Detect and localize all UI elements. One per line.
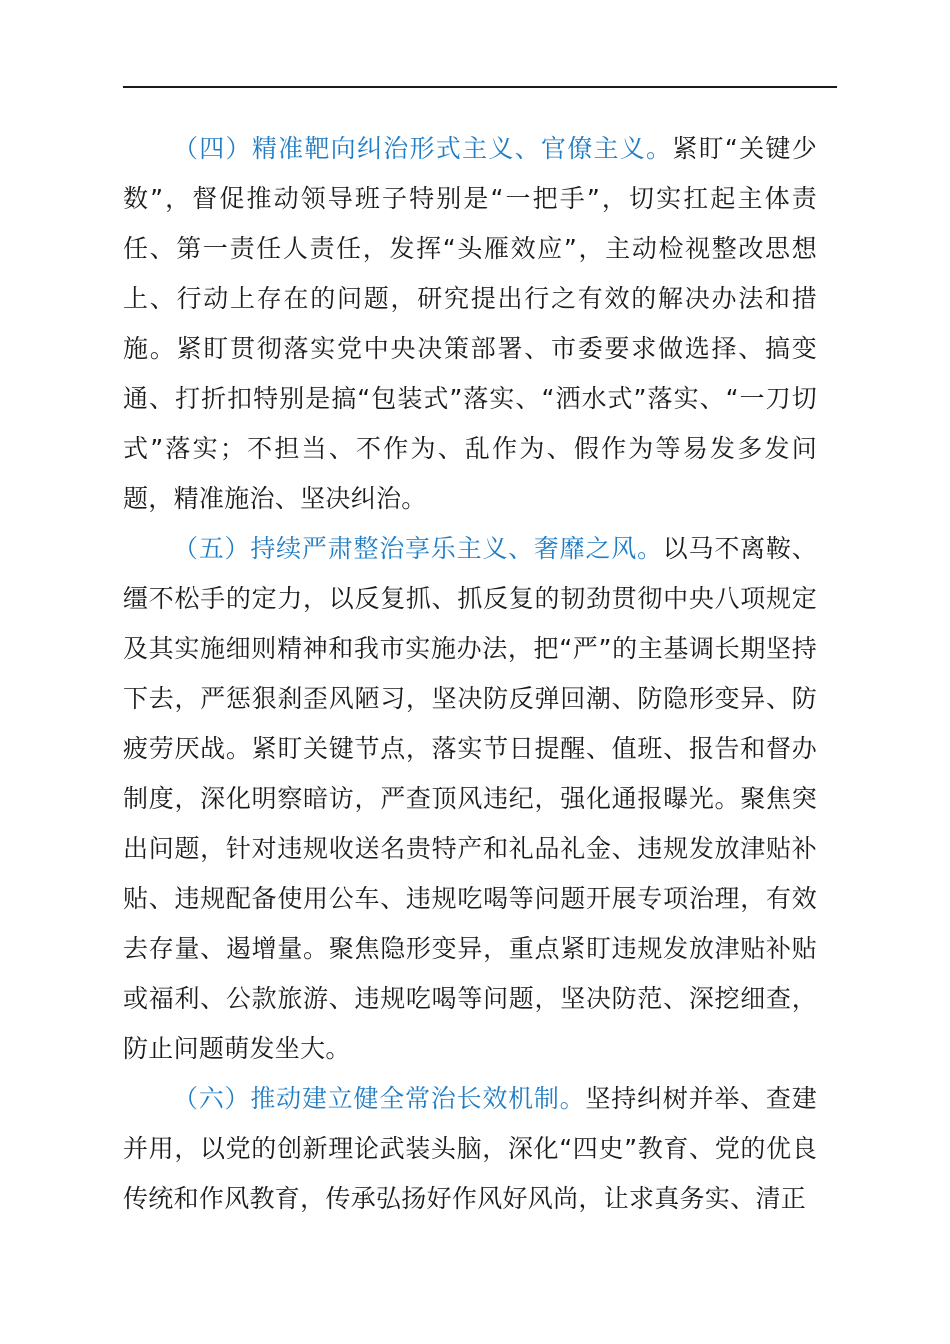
section-five-text: 以马不离鞍、缰不松手的定力，以反复抓、抓反复的韧劲贯彻中央八项规定及其实施细则精神和我市实施办法，把“严”的主基调长期坚持下去，严惩狠刹歪风陋习，坚决防反弹回潮、防隐形变异、防疲劳厌战。紧盯关键节点，落实节日提醒、值班、报告和督办制度，深化明察暗访，严查顶风违纪，强化通报曝光。聚焦突出问题，针对违规收送名贵特产和礼品礼金、违规发放津贴补贴、违规配备使用公车、违规吃喝等问题开展专项治理，有效去存量、遏增量。聚焦隐形变异，重点紧盯违规发放津贴补贴或福利、公款旅游、违规吃喝等问题，坚决防范、深挖细查，防止问题萌发坐大。 xyxy=(123,534,817,1063)
section-six-paragraph xyxy=(123,1074,817,1224)
section-six-text: 坚持纠树并举、查建并用，以党的创新理论武装头脑，深化“四史”教育、党的优良传统和作风教育，传承弘扬好作风好风尚，让求真务实、清正 xyxy=(123,1084,817,1213)
section-four-heading: （四）精准靶向纠治形式主义、官僚主义。 xyxy=(173,134,673,163)
section-six-heading: （六）推动建立健全常治长效机制。 xyxy=(173,1084,586,1113)
section-four-paragraph xyxy=(123,124,817,524)
header-rule xyxy=(123,86,837,88)
document-body xyxy=(123,124,817,1224)
section-four-text: 紧盯“关键少数”，督促推动领导班子特别是“一把手”，切实扛起主体责任、第一责任人责任，发挥“头雁效应”，主动检视整改思想上、行动上存在的问题，研究提出行之有效的解决办法和措施。紧盯贯彻落实党中央决策部署、市委要求做选择、搞变通、打折扣特别是搞“包装式”落实、“洒水式”落实、“一刀切式”落实；不担当、不作为、乱作为、假作为等易发多发问题，精准施治、坚决纠治。 xyxy=(123,134,817,513)
section-five-paragraph xyxy=(123,524,817,1074)
section-five-heading: （五）持续严肃整治享乐主义、奢靡之风。 xyxy=(173,534,663,563)
